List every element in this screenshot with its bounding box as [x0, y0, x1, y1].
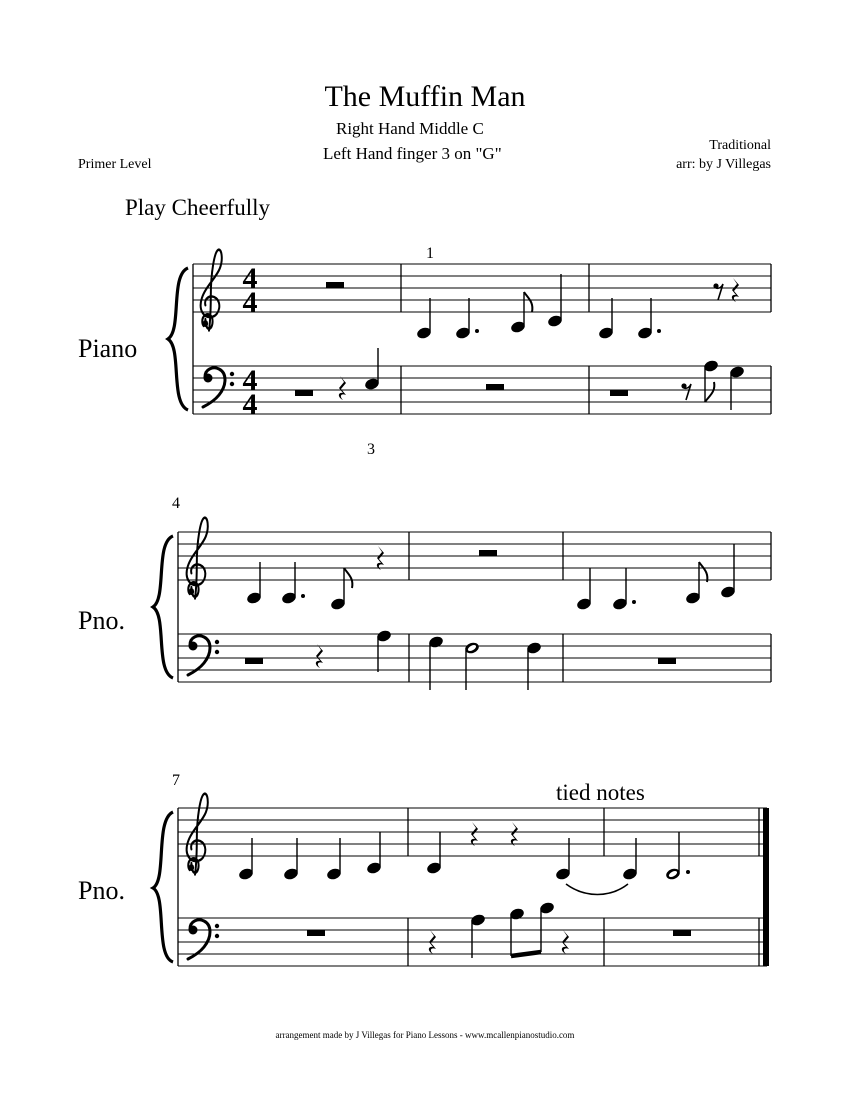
fingering-rh: 1 — [426, 245, 434, 262]
subtitle-line-2: Left Hand finger 3 on "G" — [323, 144, 502, 163]
whole-rest — [658, 658, 676, 664]
fingering-lh: 3 — [367, 441, 375, 458]
score-title: The Muffin Man — [324, 80, 526, 113]
brace — [153, 536, 173, 678]
half-rest — [245, 658, 263, 664]
half-rest — [295, 390, 313, 396]
quarter-rest — [471, 822, 478, 846]
measure-number: 7 — [172, 772, 180, 789]
eighth-note — [703, 359, 720, 402]
whole-rest — [479, 550, 497, 556]
instrument-short-name: Pno. — [78, 606, 125, 635]
eighth-note — [510, 292, 533, 334]
note — [720, 544, 737, 599]
time-sig-den-bass: 4 — [242, 388, 258, 421]
beamed-eighth-notes — [509, 901, 556, 956]
brace — [168, 268, 188, 410]
note — [547, 274, 564, 328]
eighth-rest — [681, 383, 691, 400]
system-1 — [78, 245, 771, 458]
tempo-marking: Play Cheerfully — [125, 195, 270, 220]
dotted-note — [612, 568, 636, 611]
final-barline — [763, 808, 769, 966]
arranger-label: arr: by J Villegas — [676, 157, 771, 172]
subtitle-line-1: Right Hand Middle C — [336, 119, 484, 138]
bass-clef-icon — [203, 368, 234, 407]
note — [426, 832, 443, 875]
eighth-rest — [713, 283, 723, 300]
treble-clef-icon — [187, 518, 208, 599]
dotted-note — [637, 298, 661, 340]
half-rest — [610, 390, 628, 396]
whole-rest — [307, 930, 325, 936]
dotted-half-note — [665, 832, 690, 881]
eighth-note — [330, 568, 353, 611]
time-sig-num-treble: 4 — [242, 262, 258, 295]
dotted-note — [455, 298, 479, 340]
quarter-rest — [732, 278, 739, 302]
quarter-rest — [377, 546, 384, 570]
time-sig-den-treble: 4 — [242, 286, 258, 319]
whole-rest — [326, 282, 344, 288]
note — [526, 641, 543, 690]
instrument-short-name: Pno. — [78, 876, 125, 905]
note — [729, 365, 746, 410]
measure-number: 4 — [172, 495, 180, 512]
footer-credit: arrangement made by J Villegas for Piano Lessons - www.mcallenpianostudio.com — [275, 1030, 575, 1040]
note — [364, 348, 381, 391]
brace — [153, 812, 173, 962]
note — [376, 629, 393, 672]
composer-label: Traditional — [709, 138, 771, 153]
quarter-rest — [339, 376, 346, 400]
level-label: Primer Level — [78, 157, 152, 172]
note — [598, 298, 615, 340]
treble-clef-icon — [187, 794, 208, 875]
tie — [566, 884, 628, 895]
system-2 — [78, 495, 771, 690]
note — [470, 913, 487, 958]
quarter-rest — [316, 644, 323, 668]
annotation-text: tied notes — [556, 780, 645, 805]
quarter-rest — [511, 822, 518, 846]
whole-rest — [673, 930, 691, 936]
time-sig-num-bass: 4 — [242, 364, 258, 397]
instrument-name: Piano — [78, 334, 138, 363]
whole-rest — [486, 384, 504, 390]
treble-clef-icon — [201, 250, 222, 331]
system-3 — [78, 772, 769, 966]
bass-clef-icon — [188, 920, 219, 959]
note — [576, 568, 593, 611]
half-note — [464, 641, 481, 690]
note — [366, 832, 383, 875]
note — [416, 298, 433, 340]
bass-clef-icon — [188, 636, 219, 675]
